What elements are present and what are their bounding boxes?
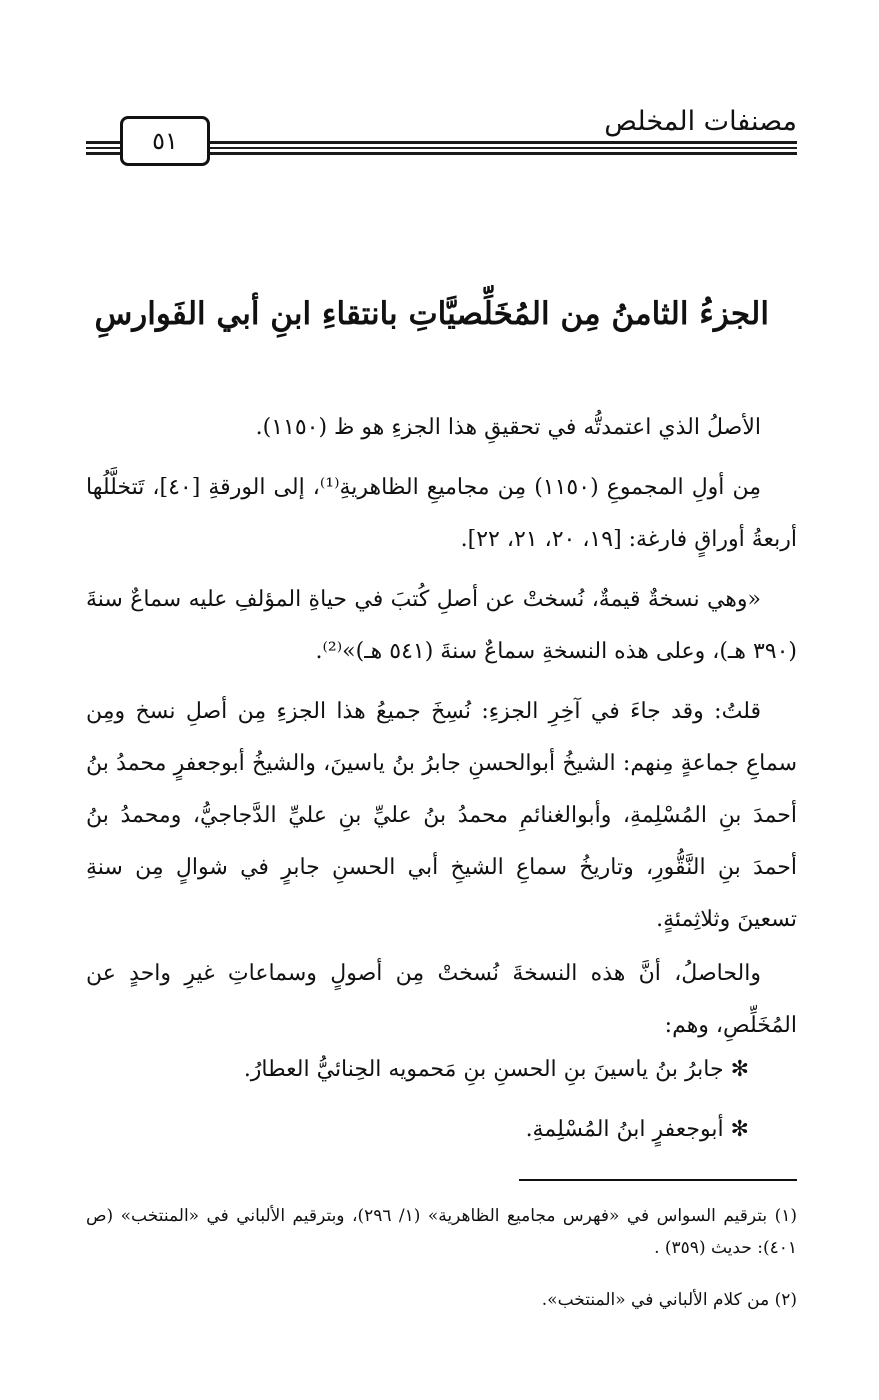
- list-item: ✻ جابرُ بنُ ياسينَ بنِ الحسنِ بنِ مَحمويه الحِنائيُّ العطارُ.: [243, 1057, 749, 1082]
- footnote: (٢) من كلام الألباني في «المنتخب».: [541, 1290, 797, 1310]
- paragraph-quote: «وهي نسخةٌ قيمةٌ، نُسختْ عن أصلِ كُتبَ في حياةِ المؤلفِ عليه سماعٌ سنةَ (٣٩٠ هـ)، وعلى هذه النسخةِ سماعٌ سنةَ (٥٤١ هـ)»⁽²⁾.: [86, 587, 797, 664]
- running-title: مصنفات المخلص: [604, 106, 797, 137]
- footnote-separator: [519, 1179, 797, 1181]
- paragraph-summary: والحاصلُ، أنَّ هذه النسخةَ نُسختْ مِن أصولٍ وسماعاتِ غيرِ واحدٍ عن المُخَلِّصِ، وهم:: [86, 961, 797, 1038]
- paragraph-colophon: قلتُ: وقد جاءَ في آخِرِ الجزءِ: نُسِخَ جميعُ هذا الجزءِ مِن أصلِ نسخ ومِن سماعِ جماعةٍ مِنهم: الشيخُ أبوالحسنِ جابرُ بنُ ياسينَ، والشيخُ أبوجعفرٍ محمدُ بنُ أحمدَ بنِ المُسْلِمةِ، وأبوالغنائمِ محمدُ بنُ عليِّ بنِ عليِّ الدَّجاجيُّ، ومحمدُ بنُ أحمدَ بنِ النَّقُّورِ، وتاريخُ سماعِ الشيخِ أبي الحسنِ جابرٍ في شوالٍ مِن سنةِ تسعينَ وثلاثِمئةٍ.: [86, 699, 797, 932]
- chapter-title: الجزءُ الثامنُ مِن المُخَلِّصيَّاتِ بانتقاءِ ابنِ أبي الفَوارسِ: [94, 296, 769, 332]
- paragraph-source: الأصلُ الذي اعتمدتُّه في تحقيقِ هذا الجزءِ هو ظ (١١٥٠).: [255, 415, 761, 440]
- list-item: ✻ أبوجعفرٍ ابنُ المُسْلِمةِ.: [525, 1117, 749, 1142]
- paragraph-manuscript-range: مِن أولِ المجموعِ (١١٥٠) مِن مجاميعِ الظاهريةِ⁽¹⁾، إلى الورقةِ [٤٠]، تَتخلَّلُها أربعةُ أوراقٍ فارغة: [١٩، ٢٠، ٢١، ٢٢].: [86, 475, 797, 552]
- page-number: ٥١: [120, 116, 210, 166]
- footnote: (١) بترقيم السواس في «فهرس مجاميع الظاهرية» (١/ ٢٩٦)، وبترقيم الألباني في «المنتخب» (ص ٤٠١): حديث (٣٥٩) .: [86, 1206, 797, 1258]
